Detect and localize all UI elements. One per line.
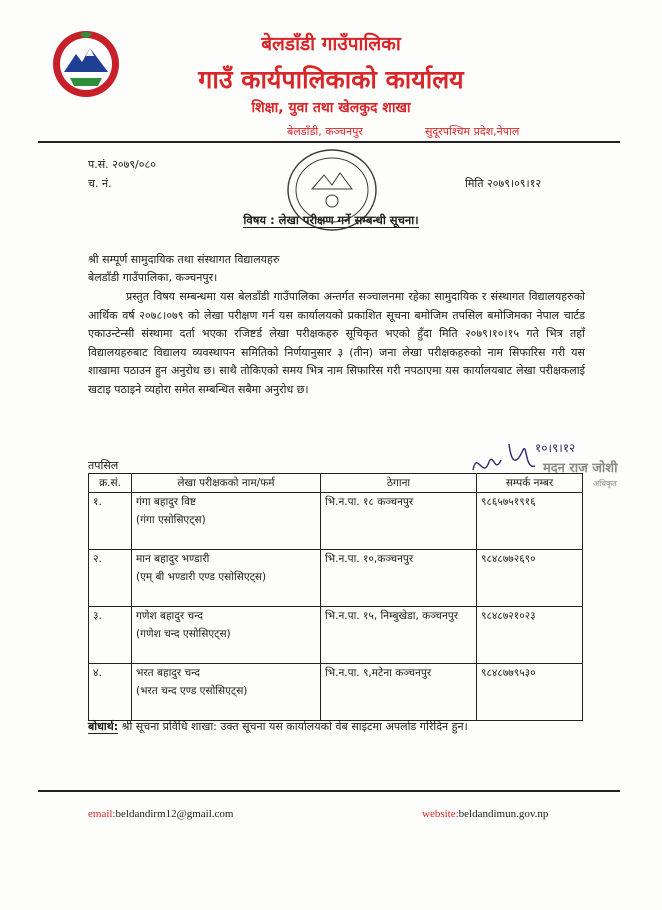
cell-address: भि.न.पा. १०,कञ्चनपुर: [321, 550, 477, 607]
cell-sn: ३.: [89, 607, 132, 664]
letter-subject: [0, 213, 662, 228]
reference-number: प.सं. २०७९/०८०: [88, 158, 156, 171]
subject-text: विषय : लेखा परीक्षण गर्ने सम्बन्धी सूचना।: [243, 213, 419, 227]
auditor-name: गणेश बहादुर चन्द: [136, 610, 203, 622]
col-header-sn: क्र.सं.: [89, 474, 132, 493]
recipient-line-1: श्री सम्पूर्ण सामुदायिक तथा संस्थागत विद्यालयहरु: [88, 253, 280, 266]
letter-date: मिति २०७९।०९।१२: [465, 177, 542, 190]
cc-label: बोधार्थ:: [88, 720, 119, 733]
cell-sn: १.: [89, 493, 132, 550]
header-divider: [38, 141, 620, 143]
cell-name: [132, 550, 321, 607]
cell-sn: ४.: [89, 664, 132, 721]
table-row: [89, 550, 583, 607]
cc-note: [88, 719, 468, 734]
auditor-firm: (गंगा एसोसिएट्स): [136, 514, 206, 526]
office-name: गाउँ कार्यपालिकाको कार्यालय: [198, 65, 464, 94]
footer-website: [422, 808, 548, 820]
auditor-name: मान बहादुर भण्डारी: [136, 553, 210, 565]
signatory-stamp-name: मदन राज जोशी: [543, 461, 618, 476]
cell-sn: २.: [89, 550, 132, 607]
email-label: email:: [88, 808, 116, 820]
province-label: सुदूरपश्चिम प्रदेश,नेपाल: [425, 125, 520, 138]
col-header-name: लेखा परीक्षकको नाम/फर्म: [132, 474, 321, 493]
cell-phone: ९८४८७७९५३०: [477, 664, 583, 721]
footer-divider: [38, 790, 620, 792]
recipient-line-2: बेलडाँडी गाउँपालिका, कञ्चनपुर।: [88, 271, 218, 284]
auditor-name: गंगा बहादुर विष्ट: [136, 496, 197, 508]
cell-address: भि.न.पा. १५, निम्बुखेडा, कञ्चनपुर: [321, 607, 477, 664]
table-header-row: [89, 474, 583, 493]
table-caption: तपसिल: [88, 459, 119, 472]
cell-name: [132, 607, 321, 664]
table-row: [89, 607, 583, 664]
dispatch-number: च. नं.: [88, 177, 112, 190]
municipality-name: बेलडाँडी गाउँपालिका: [261, 33, 401, 55]
website-url[interactable]: beldandimun.gov.np: [458, 808, 549, 820]
cell-address: भि.न.पा. १८ कञ्चनपुर: [321, 493, 477, 550]
auditor-firm: (भरत चन्द एण्ड एसोसिएट्स): [136, 685, 248, 697]
cell-phone: ९८४८७७२६९०: [477, 550, 583, 607]
email-address[interactable]: beldandirm12@gmail.com: [115, 808, 234, 820]
col-header-address: ठेगाना: [321, 474, 477, 493]
cell-name: [132, 664, 321, 721]
signature-date: १०।९।१२: [535, 441, 576, 455]
table-row: [89, 664, 583, 721]
table-row: [89, 493, 583, 550]
cell-address: भि.न.पा. ९,मटेना कञ्चनपुर: [321, 664, 477, 721]
auditor-table: [88, 473, 583, 721]
col-header-phone: सम्पर्क नम्बर: [477, 474, 583, 493]
letter-body: प्रस्तुत विषय सम्बन्धमा यस बेलडाँडी गाउँपालिका अन्तर्गत सञ्चालनमा रहेका सामुदायिक र संस्थागत विद्यालयहरुको आर्थिक वर्ष २०७८।०७९ को लेखा परीक्षण गर्न यस कार्यालयको प्रकाशित सूचना बमोजिम तपसिल बमोजिमका नेपाल चार्टड एकाउन्टेन्सी संस्थामा दर्ता भएका रजिष्टर्ड लेखा परीक्षकहरु सूचिकृत भएको हुँदा मिति २०७९।१०।१५ गते भित्र तहाँ विद्यालयहरुबाट विद्यालय व्यवस्थापन समितिको निर्णयानुसार ३ (तीन) जना लेखा परीक्षकहरुको नाम सिफारिस गरी यस शाखामा पठाउन हुन अनुरोध छ। साथै तोकिएको समय भित्र नाम सिफारिस गरी नपठाएमा यस कार्यालयबाट लेखा परीक्षकलाई खटाइ पठाइने व्यहोरा समेत सम्बन्धित सबैमा अनुरोध छ।: [88, 290, 585, 396]
signatory-stamp-role: अधिकृत: [593, 479, 617, 488]
cell-phone: ९८६५७५१९१६: [477, 493, 583, 550]
website-label: website:: [422, 808, 459, 820]
cell-name: [132, 493, 321, 550]
auditor-name: भरत बहादुर चन्द: [136, 667, 200, 679]
cell-phone: ९८४८७२१०२३: [477, 607, 583, 664]
office-address: बेलडाँडी, कञ्चनपुर: [287, 125, 363, 138]
auditor-firm: (एम् बी भण्डारी एण्ड एसोसिएट्स): [136, 571, 267, 583]
cc-text: श्री सूचना प्रविधि शाखा: उक्त सूचना यस कार्यालयको वेब साइटमा अपलोड गरिदिन हुन।: [121, 720, 468, 733]
auditor-firm: (गणेश चन्द एसोसिएट्स): [136, 628, 231, 640]
footer-email: [88, 808, 233, 820]
section-name: शिक्षा, युवा तथा खेलकुद शाखा: [251, 100, 411, 116]
